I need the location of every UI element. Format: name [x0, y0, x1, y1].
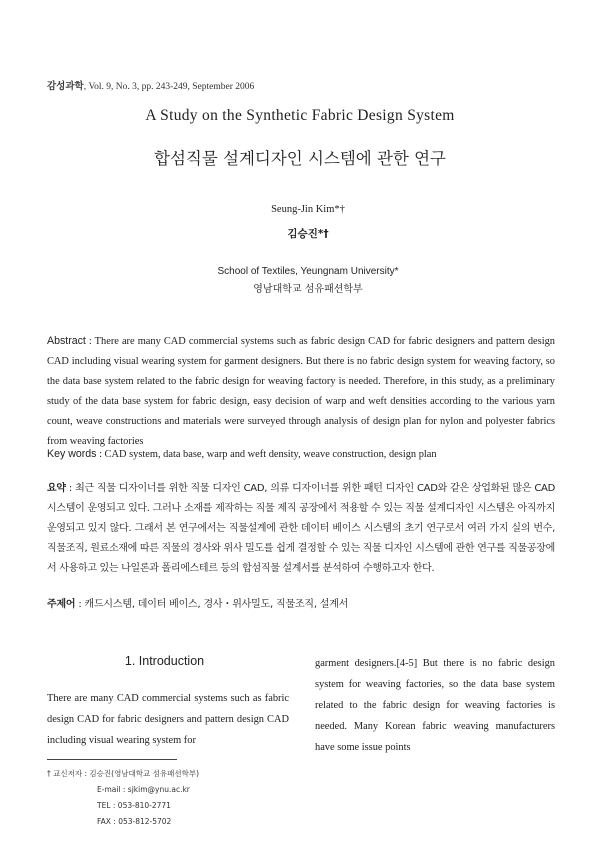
footnote-corresponding-author: † 교신저자 : 김승진(영남대학교 섬유패션학부) — [47, 769, 200, 778]
journal-name: 감성과학 — [47, 81, 84, 92]
abstract-label: Abstract — [47, 335, 86, 347]
footnote-email: E-mail : sjkim@ynu.ac.kr — [97, 785, 190, 794]
affiliation-english: School of Textiles, Yeungnam University* — [217, 266, 399, 277]
footnote-fax: FAX : 053-812-5702 — [97, 817, 172, 826]
footnote-divider — [47, 759, 177, 760]
title-english: A Study on the Synthetic Fabric Design System — [145, 107, 455, 124]
keywords-ko-text: : 캐드시스템, 데이터 베이스, 경사・위사밀도, 직물조직, 설계서 — [75, 599, 349, 610]
author-korean: 김승진*† — [287, 228, 329, 240]
body-column-right: garment designers.[4-5] But there is no fabric design system for weaving factories, so the data base system related to the fabric design for weaving factories is needed. Many Korean fabric weaving manufacturers have some issue points — [315, 658, 555, 753]
author-english: Seung-Jin Kim*† — [271, 204, 345, 215]
footnote — [47, 766, 199, 830]
keywords-ko-label: 주제어 — [47, 599, 76, 610]
section-heading-introduction: 1. Introduction — [124, 654, 205, 668]
keywords-label: Key words — [47, 448, 97, 460]
abstract-text: : There are many CAD commercial systems such as fabric design CAD for fabric designers and pattern design CAD including visual wearing system for garment designers. But there is no fabric design system for weaving factory, so the data base system related to the fabric design for weaving factory is needed. Therefore, in this study, as a preliminary study of the data base system for fabric design, easy decision of warp and weft densities according to the various yarn count, weave constructions and materials were surveyed through analysis of design plan for nylon and polyester fabrics from weaving factories — [47, 336, 555, 447]
abstract-ko-text: : 최근 직물 디자이너를 위한 직물 디자인 CAD, 의류 디자이너를 위한 패턴 디자인 CAD와 같은 상업화된 많은 CAD 시스템이 운영되고 있다. 그러나 소재를 제작하는 직물 제직 공장에서 적용할 수 있는 직물 설계디자인 시스템은 아직까지 운영되고 있지 않다. 그래서 본 연구에서는 직물설계에 관한 데이터 베이스 시스템의 초기 연구로서 여러 가지 실의 번수, 직물조직, 원료소재에 따른 직물의 경사와 위사 밀도를 쉽게 결정할 수 있는 직물 디자인 시스템에 관한 연구를 직물공장에서 사용하고 있는 나일론과 폴리에스테르 등의 합섬직물 설계서를 분석하여 수행하고자 한다. — [47, 483, 555, 574]
journal-citation: , Vol. 9, No. 3, pp. 243-249, September 2006 — [83, 82, 255, 92]
abstract-ko-label: 요약 — [47, 483, 66, 494]
title-korean: 합섬직물 설계디자인 시스템에 관한 연구 — [154, 149, 446, 168]
keywords-english — [47, 444, 555, 465]
keywords-korean — [47, 595, 555, 610]
footnote-tel: TEL : 053-810-2771 — [97, 801, 171, 810]
affiliation-korean: 영남대학교 섬유패션학부 — [253, 284, 363, 295]
keywords-text: : CAD system, data base, warp and weft density, weave construction, design plan — [96, 449, 437, 460]
journal-header — [47, 78, 254, 92]
body-column-left: There are many CAD commercial systems such as fabric design CAD for fabric designers and pattern design CAD including visual wearing system for — [47, 693, 289, 746]
abstract-korean — [47, 479, 555, 579]
abstract-english — [47, 331, 555, 452]
